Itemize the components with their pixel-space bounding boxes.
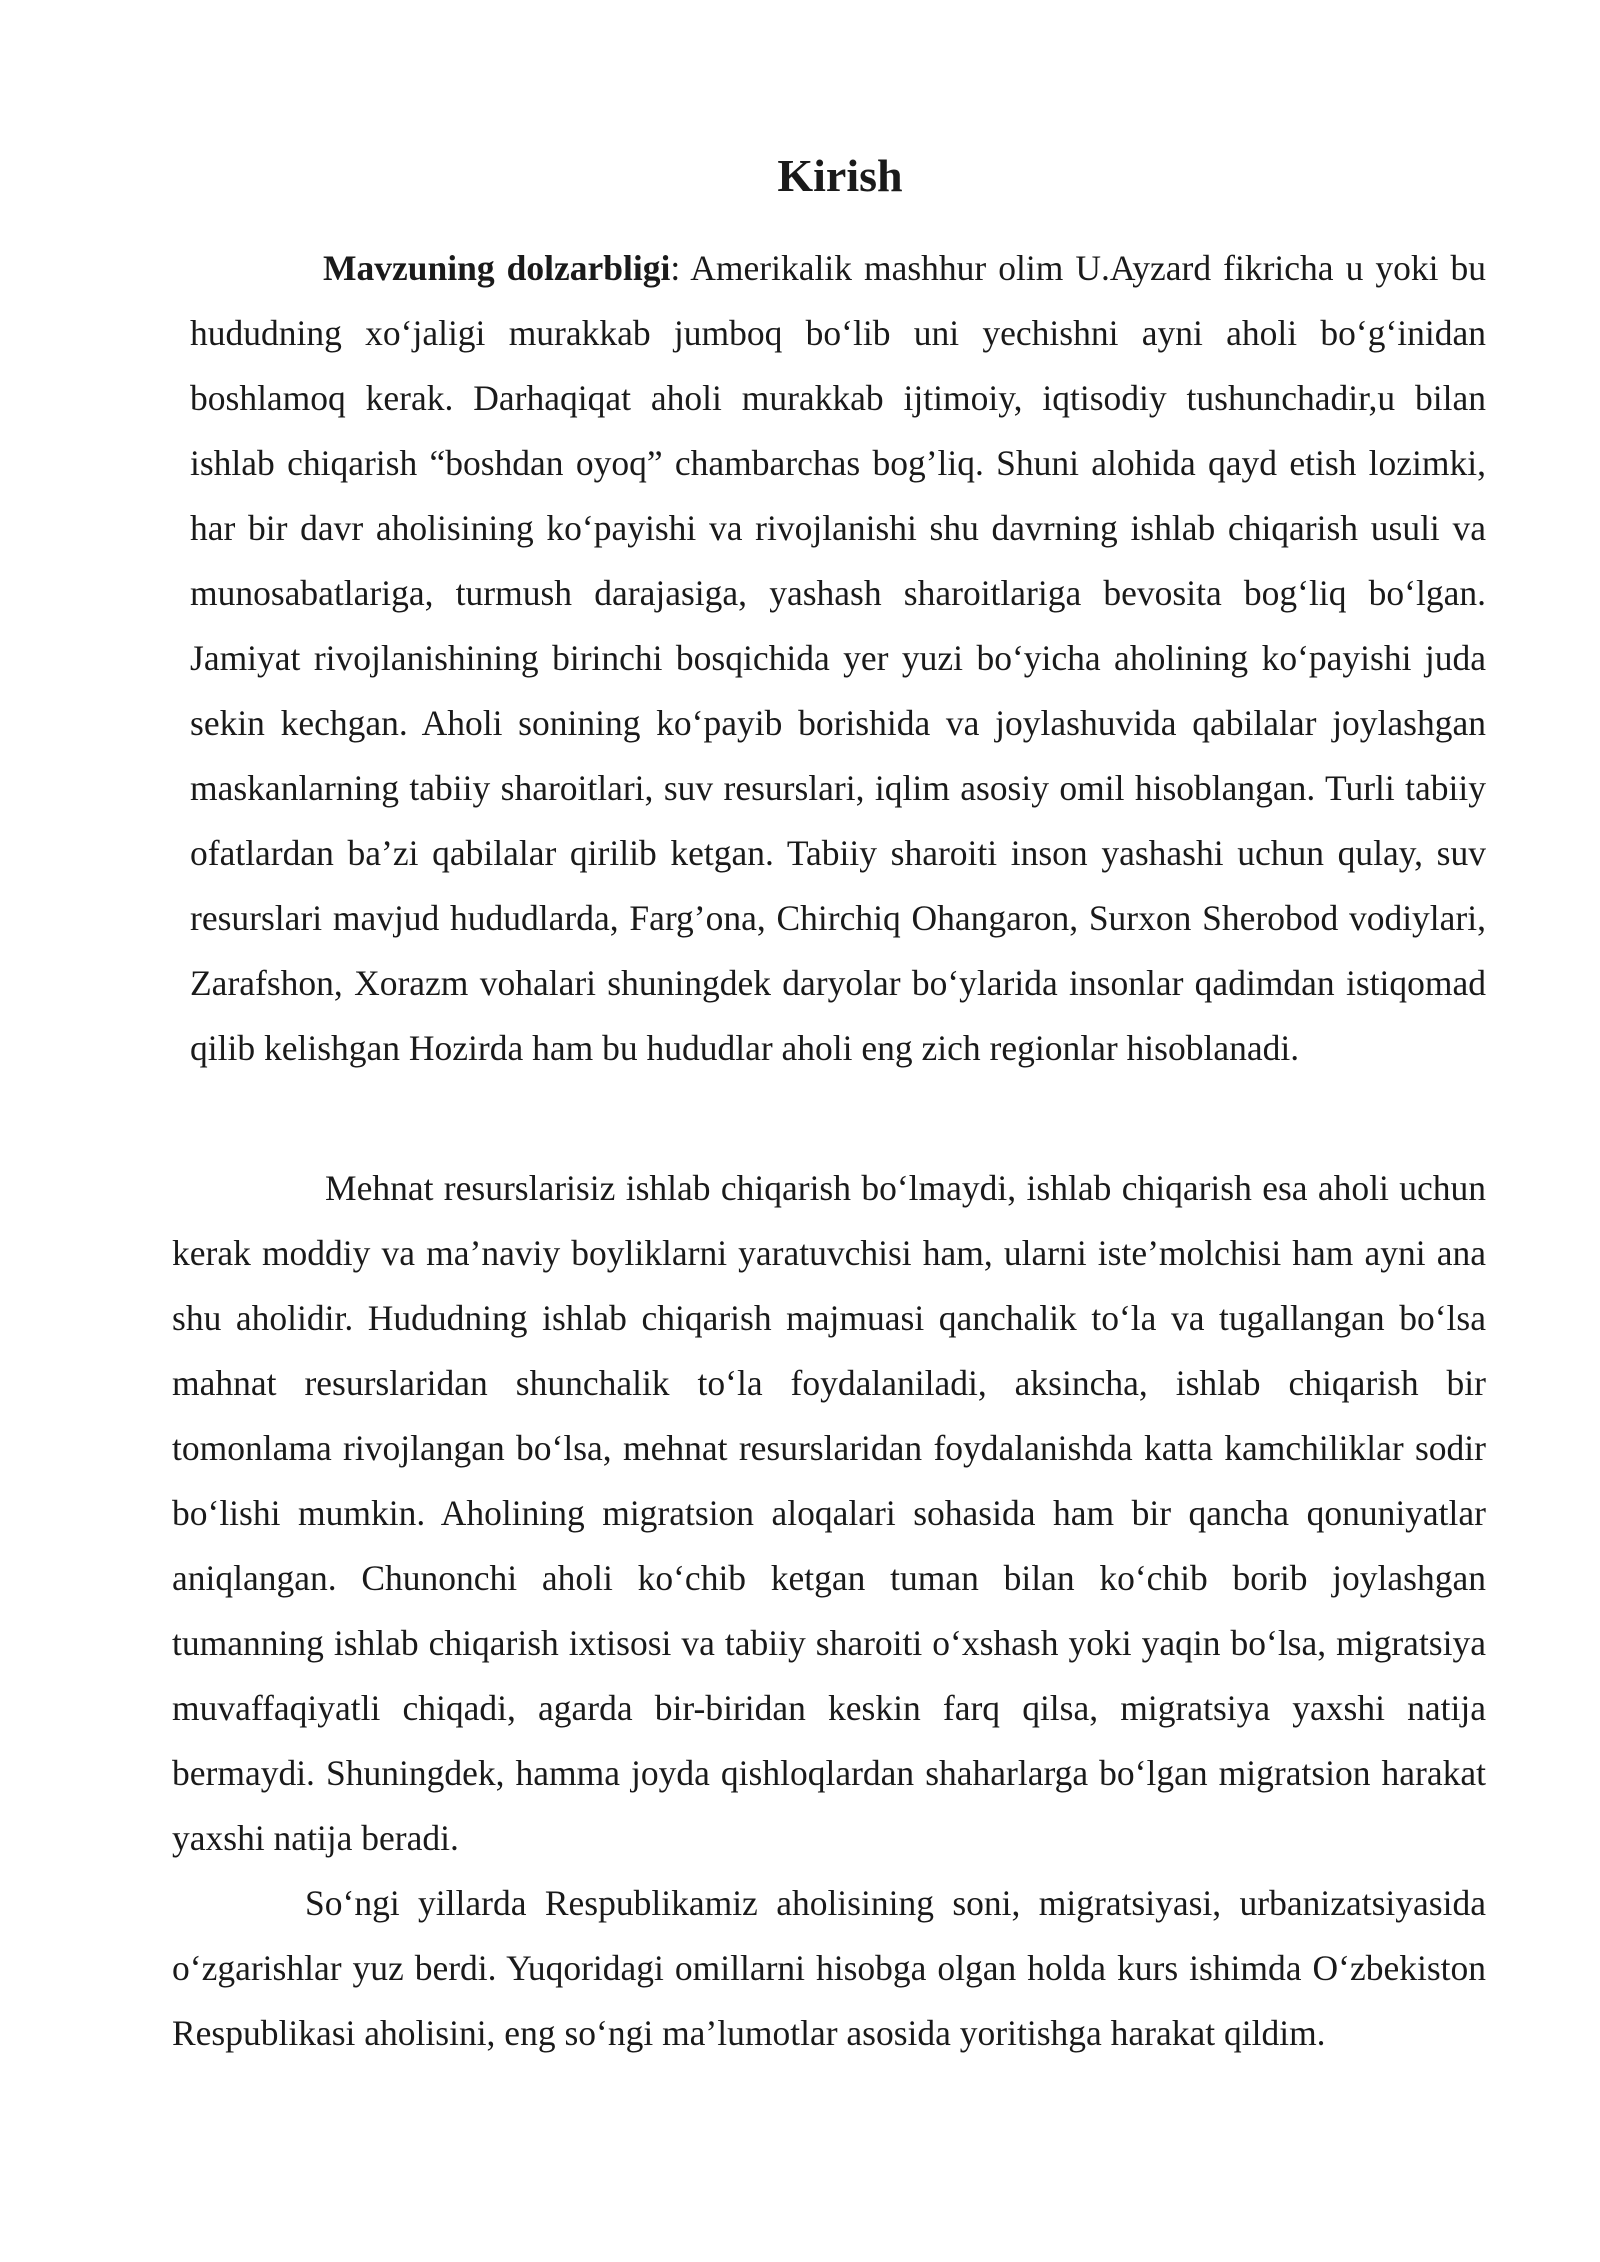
- paragraph-labor-resources: [172, 1156, 1486, 1871]
- paragraph-text: Mehnat resurslarisiz ishlab chiqarish bo‘lmaydi, ishlab chiqarish esa aholi uchun kerak moddiy va ma’naviy boyliklarni yaratuvchisi ham, ularni iste’molchisi ham ayni ana shu aholidir. Hududning ishlab chiqarish majmuasi qanchalik to‘la va tugallangan bo‘lsa mahnat resurslaridan shunchalik to‘la foydalaniladi, aksincha, ishlab chiqarish bir tomonlama rivojlangan bo‘lsa, mehnat resurslaridan foydalanishda katta kamchiliklar sodir bo‘lishi mumkin. Aholining migratsion aloqalari sohasida ham bir qancha qonuniyatlar aniqlangan. Chunonchi aholi ko‘chib ketgan tuman bilan ko‘chib borib joylashgan tumanning ishlab chiqarish ixtisosi va tabiiy sharoiti o‘xshash yoki yaqin bo‘lsa, migratsiya muvaffaqiyatli chiqadi, agarda bir-biridan keskin farq qilsa, migratsiya yaxshi natija bermaydi. Shuningdek, hamma joyda qishloqlardan shaharlarga bo‘lgan migratsion harakat yaxshi natija beradi.: [172, 1168, 1486, 1858]
- paragraph-text: : Amerikalik mashhur olim U.Ayzard fikricha u yoki bu hududning xo‘jaligi murakkab jumboq bo‘lib uni yechishni ayni aholi bo‘g‘inidan boshlamoq kerak. Darhaqiqat aholi murakkab ijtimoiy, iqtisodiy tushunchadir,u bilan ishlab chiqarish “boshdan oyoq” chambarchas bog’liq. Shuni alohida qayd etish lozimki, har bir davr aholisining ko‘payishi va rivojlanishi shu davrning ishlab chiqarish usuli va munosabatlariga, turmush darajasiga, yashash sharoitlariga bevosita bog‘liq bo‘lgan. Jamiyat rivojlanishining birinchi bosqichida yer yuzi bo‘yicha aholining ko‘payishi juda sekin kechgan. Aholi sonining ko‘payib borishida va joylashuvida qabilalar joylashgan maskanlarning tabiiy sharoitlari, suv resurslari, iqlim asosiy omil hisoblangan. Turli tabiiy ofatlardan ba’zi qabilalar qirilib ketgan. Tabiiy sharoiti inson yashashi uchun qulay, suv resurslari mavjud hududlarda, Farg’ona, Chirchiq Ohangaron, Surxon Sherobod vodiylari, Zarafshon, Xorazm vohalari shuningdek daryolar bo‘ylarida insonlar qadimdan istiqomad qilib kelishgan Hozirda ham bu hududlar aholi eng zich regionlar hisoblanadi.: [190, 248, 1486, 1068]
- paragraph-relevance: [190, 236, 1486, 1081]
- paragraph-recent-changes: [172, 1871, 1486, 2066]
- paragraph-lead: Mavzuning dolzarbligi: [323, 248, 671, 288]
- page-title: Kirish: [777, 150, 903, 201]
- paragraph-text: So‘ngi yillarda Respublikamiz aholisining soni, migratsiyasi, urbanizatsiyasida o‘zgarishlar yuz berdi. Yuqoridagi omillarni hisobga olgan holda kurs ishimda O‘zbekiston Respublikasi aholisini, eng so‘ngi ma’lumotlar asosida yoritishga harakat qildim.: [172, 1883, 1486, 2053]
